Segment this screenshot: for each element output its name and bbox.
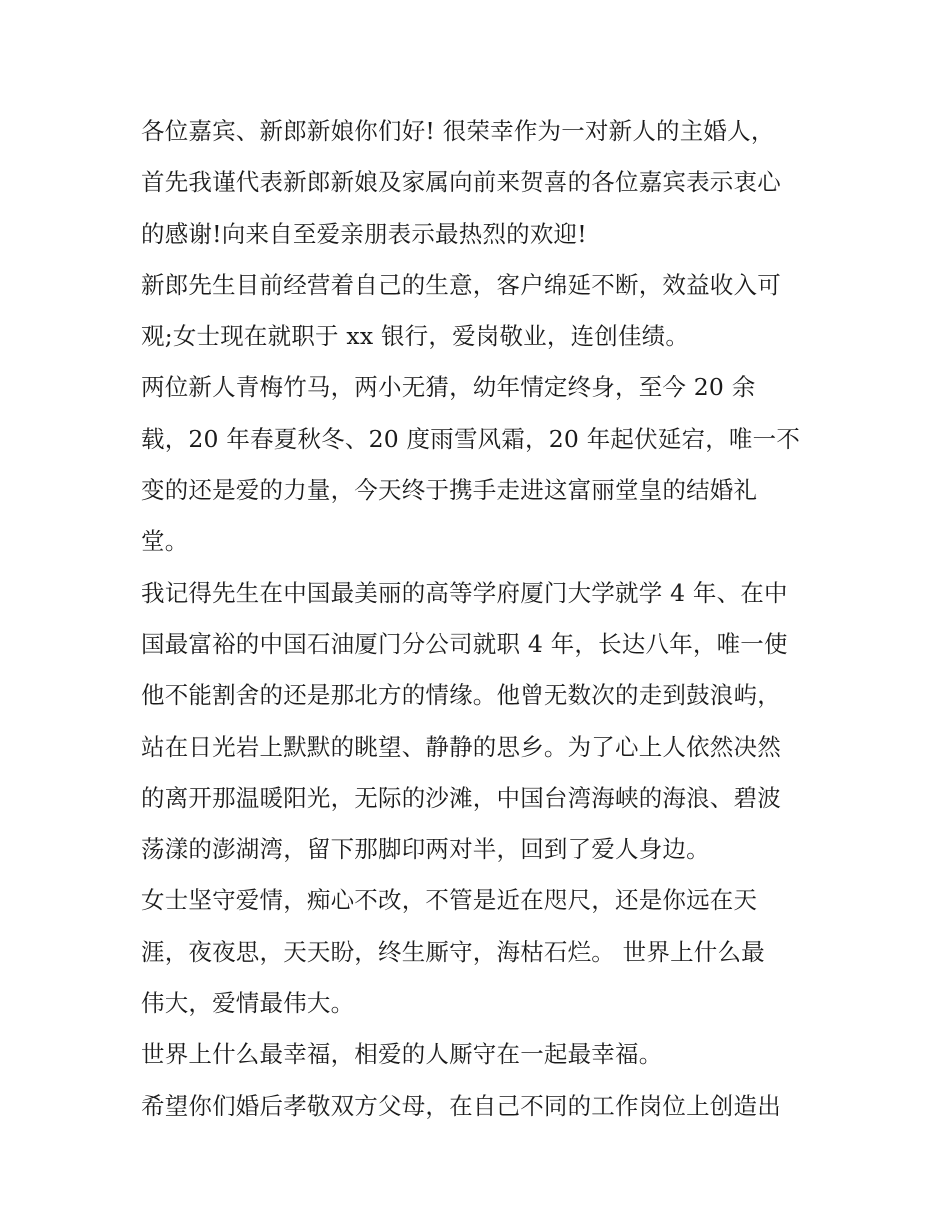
text-line: 荡漾的澎湖湾，留下那脚印两对半，回到了爱人身边。 [141,835,710,864]
text-line: 堂。 [141,527,189,556]
text-line: 世界上什么最幸福，相爱的人厮守在一起最幸福。 [141,1040,663,1069]
text-line: 两位新人青梅竹马，两小无猜，幼年情定终身，至今 20 余 [141,373,756,402]
text-line: 女士坚守爱情，痴心不改，不管是近在咫尺，还是你远在天 [141,886,758,915]
text-line: 首先我谨代表新郎新娘及家属向前来贺喜的各位嘉宾表示衷心 [141,168,781,197]
text-line: 站在日光岩上默默的眺望、静静的思乡。为了心上人依然决然 [141,732,781,761]
text-line: 伟大，爱情最伟大。 [141,989,355,1018]
text-line: 他不能割舍的还是那北方的情缘。他曾无数次的走到鼓浪屿， [141,681,781,710]
text-line: 观;女士现在就职于 xx 银行，爱岗敬业，连创佳绩。 [141,322,690,351]
text-line: 新郎先生目前经营着自己的生意，客户绵延不断，效益收入可 [141,270,781,299]
text-line: 国最富裕的中国石油厦门分公司就职 4 年，长达八年，唯一使 [141,629,788,658]
text-line: 希望你们婚后孝敬双方父母，在自己不同的工作岗位上创造出 [141,1091,781,1120]
text-line: 变的还是爱的力量，今天终于携手走进这富丽堂皇的结婚礼 [141,476,758,505]
text-line: 的感谢!向来自至爱亲朋表示最热烈的欢迎! [141,219,587,248]
text-line: 我记得先生在中国最美丽的高等学府厦门大学就学 4 年、在中 [141,578,788,607]
text-line: 的离开那温暖阳光，无际的沙滩，中国台湾海峡的海浪、碧波 [141,783,781,812]
text-line: 各位嘉宾、新郎新娘你们好! 很荣幸作为一对新人的主婚人， [141,117,775,145]
text-line: 载，20 年春夏秋冬、20 度雨雪风霜，20 年起伏延宕，唯一不 [141,424,801,453]
text-line: 涯，夜夜思，天天盼，终生厮守，海枯石烂。 世界上什么最 [141,937,765,966]
document-body [141,106,813,1132]
